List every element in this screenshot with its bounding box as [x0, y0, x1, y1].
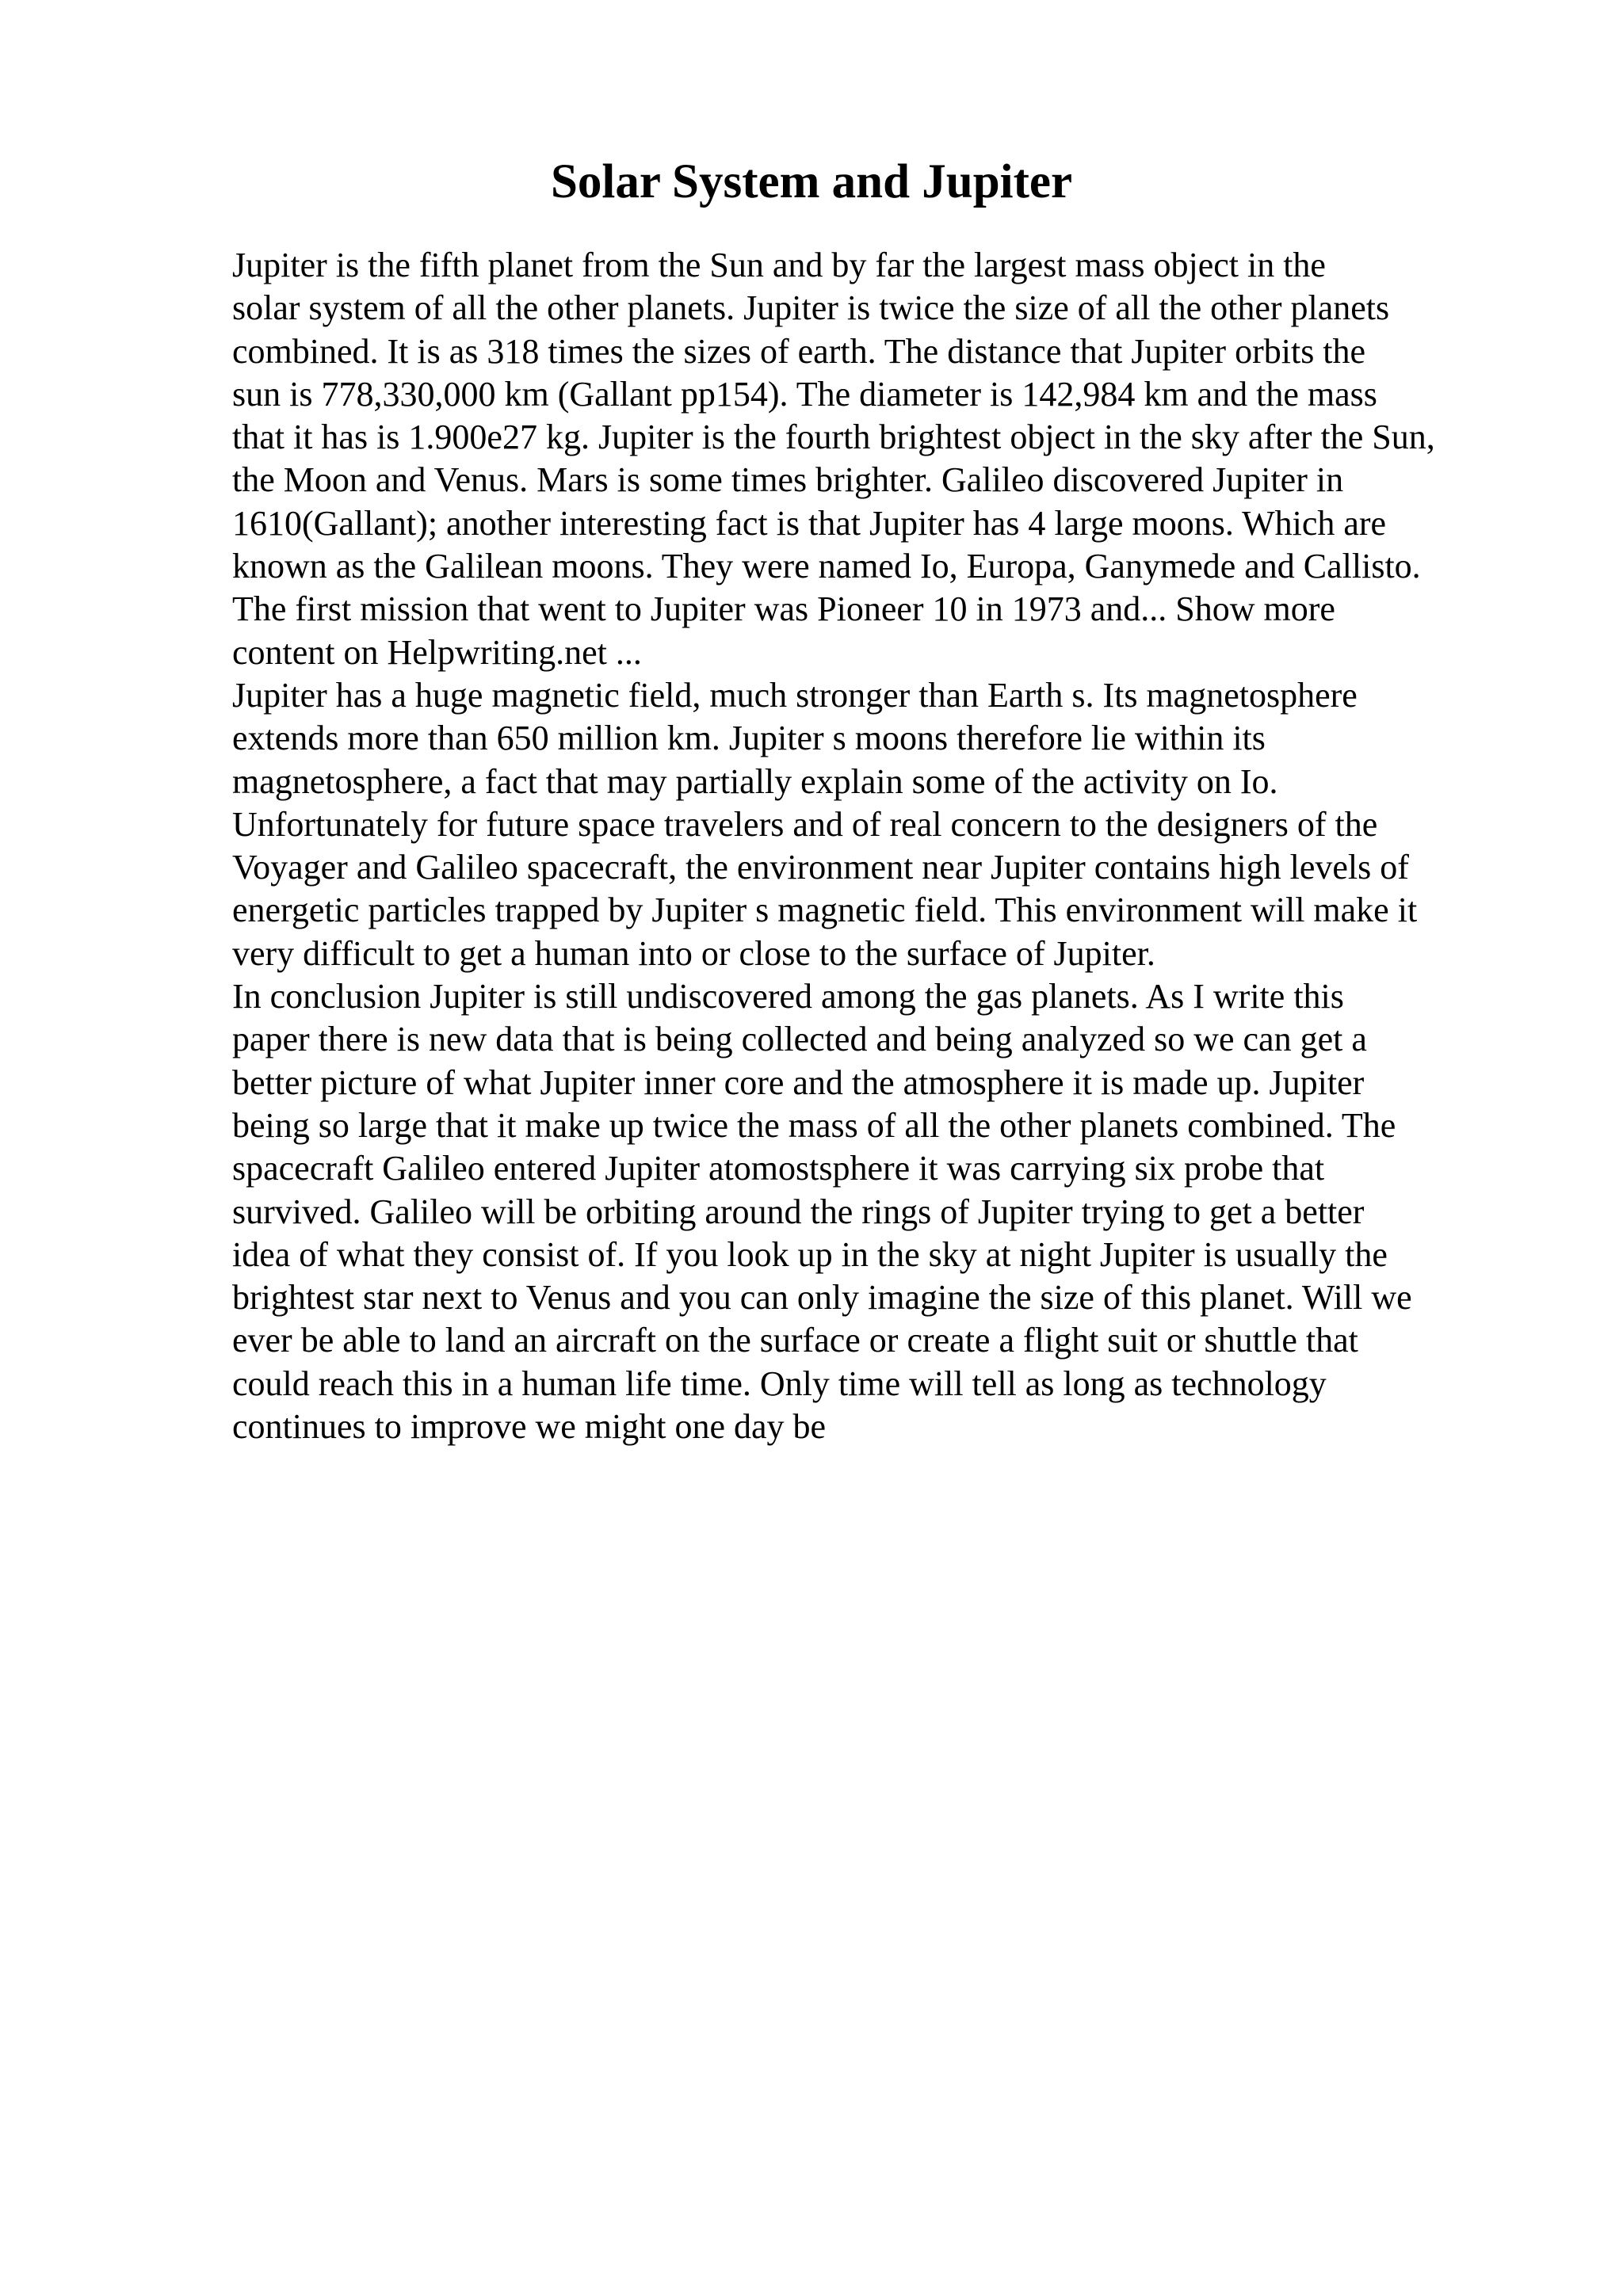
text-line: could reach this in a human life time. Only time will tell as long as technology	[232, 1363, 1327, 1403]
text-line: ever be able to land an aircraft on the surface or create a flight suit or shuttle that	[232, 1321, 1358, 1360]
text-line: brightest star next to Venus and you can only imagine the size of this planet. Will we	[232, 1278, 1412, 1318]
text-line: energetic particles trapped by Jupiter s magnetic field. This environment will make it	[232, 891, 1418, 930]
text-line: Jupiter is the fifth planet from the Sun and by far the largest mass object in the	[232, 246, 1326, 284]
text-line: 1610(Gallant); another interesting fact is that Jupiter has 4 large moons. Which are	[232, 503, 1387, 543]
text-line: Unfortunately for future space travelers and of real concern to the designers of the	[232, 804, 1378, 844]
body-text	[232, 244, 1516, 1448]
text-line: In conclusion Jupiter is still undiscovered among the gas planets. As I write this	[232, 977, 1344, 1016]
text-line: spacecraft Galileo entered Jupiter atomostsphere it was carrying six probe that	[232, 1149, 1325, 1188]
text-line: Voyager and Galileo spacecraft, the environment near Jupiter contains high levels of	[232, 848, 1409, 887]
text-line: being so large that it make up twice the mass of all the other planets combined. The	[232, 1105, 1396, 1145]
text-line: magnetosphere, a fact that may partially explain some of the activity on Io.	[232, 761, 1278, 801]
page-title: Solar System and Jupiter	[550, 155, 1073, 208]
text-line: that it has is 1.900e27 kg. Jupiter is the fourth brightest object in the sky after the Sun,	[232, 418, 1435, 457]
text-line: sun is 778,330,000 km (Gallant pp154). The diameter is 142,984 km and the mass	[232, 374, 1377, 414]
text-line: combined. It is as 318 times the sizes of earth. The distance that Jupiter orbits the	[232, 331, 1366, 371]
text-line: continues to improve we might one day be	[232, 1407, 827, 1447]
text-line: survived. Galileo will be orbiting around the rings of Jupiter trying to get a better	[232, 1192, 1365, 1231]
text-line: The first mission that went to Jupiter was Pioneer 10 in 1973 and... Show more	[232, 589, 1335, 629]
text-line: solar system of all the other planets. Jupiter is twice the size of all the other planets	[232, 288, 1390, 328]
text-line: known as the Galilean moons. They were named Io, Europa, Ganymede and Callisto.	[232, 547, 1421, 586]
text-line: extends more than 650 million km. Jupiter s moons therefore lie within its	[232, 719, 1266, 758]
text-line: content on Helpwriting.net ...	[232, 632, 642, 672]
text-line: paper there is new data that is being collected and being analyzed so we can get a	[232, 1020, 1367, 1059]
text-line: the Moon and Venus. Mars is some times brighter. Galileo discovered Jupiter in	[232, 460, 1344, 500]
text-line: idea of what they consist of. If you look up in the sky at night Jupiter is usually the	[232, 1234, 1388, 1274]
text-line: better picture of what Jupiter inner core and the atmosphere it is made up. Jupiter	[232, 1062, 1365, 1102]
text-line: Jupiter has a huge magnetic field, much stronger than Earth s. Its magnetosphere	[232, 675, 1358, 715]
text-line: very difficult to get a human into or close to the surface of Jupiter.	[232, 933, 1155, 973]
